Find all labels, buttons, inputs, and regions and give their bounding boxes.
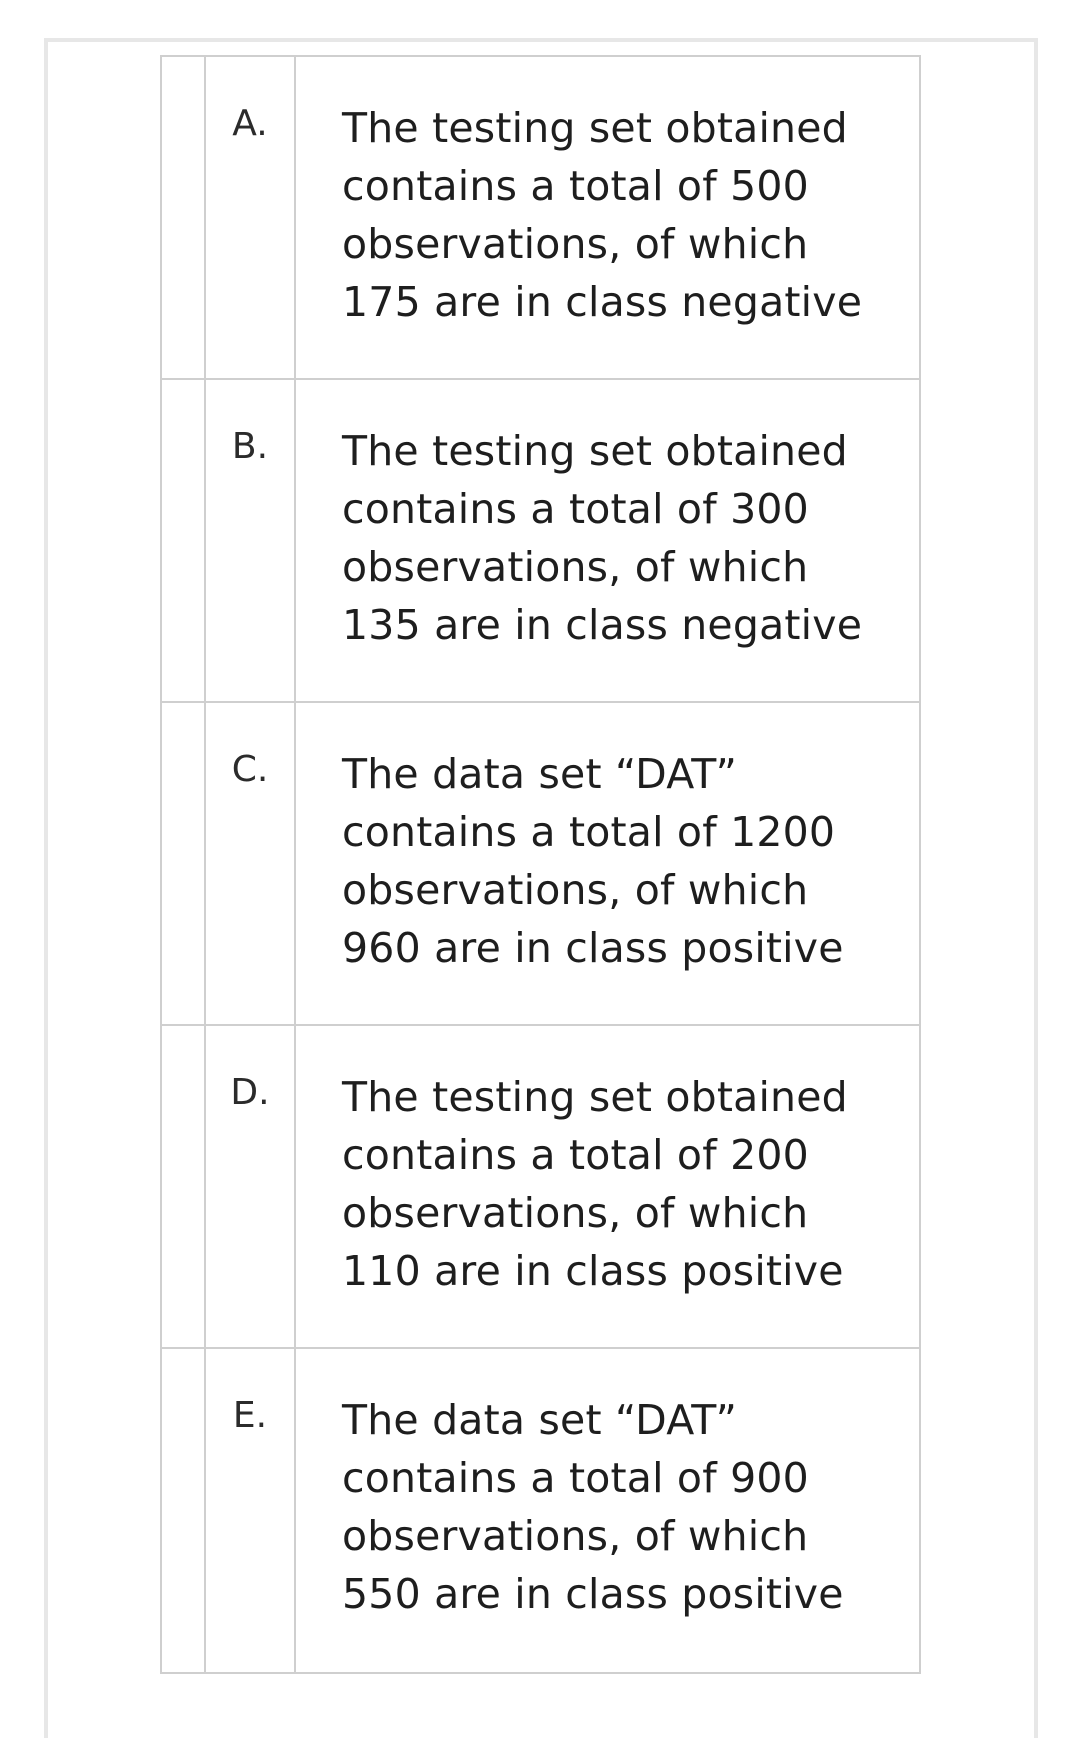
option-letter: D.	[205, 1025, 295, 1348]
option-text-line: 960 are in class positive	[342, 924, 844, 972]
option-text-line: observations, of which	[342, 220, 809, 268]
option-text	[295, 1025, 920, 1348]
option-text-line: contains a total of 300	[342, 485, 809, 533]
option-select-cell[interactable]	[161, 702, 205, 1025]
option-text	[295, 702, 920, 1025]
option-row-d[interactable]	[161, 1025, 920, 1348]
option-select-cell[interactable]	[161, 1348, 205, 1673]
option-text-line: contains a total of 900	[342, 1454, 809, 1502]
option-row-a[interactable]	[161, 56, 920, 379]
option-text-line: observations, of which	[342, 866, 809, 914]
option-select-cell[interactable]	[161, 379, 205, 702]
option-text-line: The data set “DAT”	[342, 750, 738, 798]
option-text	[295, 56, 920, 379]
option-letter: B.	[205, 379, 295, 702]
option-text-line: The testing set obtained	[342, 1073, 848, 1121]
answer-options-table	[160, 55, 921, 1674]
option-text-line: observations, of which	[342, 1189, 809, 1237]
option-text-line: The data set “DAT”	[342, 1396, 738, 1444]
option-text-line: 110 are in class positive	[342, 1247, 844, 1295]
option-letter: C.	[205, 702, 295, 1025]
option-letter: E.	[205, 1348, 295, 1673]
option-text-line: contains a total of 500	[342, 162, 809, 210]
option-letter: A.	[205, 56, 295, 379]
option-text-line: 550 are in class positive	[342, 1570, 844, 1618]
option-text-line: The testing set obtained	[342, 104, 848, 152]
option-text-line: 135 are in class negative	[342, 601, 863, 649]
option-text-line: contains a total of 1200	[342, 808, 836, 856]
option-select-cell[interactable]	[161, 1025, 205, 1348]
option-select-cell[interactable]	[161, 56, 205, 379]
option-text-line: 175 are in class negative	[342, 278, 863, 326]
option-text-line: observations, of which	[342, 543, 809, 591]
option-row-b[interactable]	[161, 379, 920, 702]
option-text	[295, 379, 920, 702]
option-text-line: The testing set obtained	[342, 427, 848, 475]
option-text-line: contains a total of 200	[342, 1131, 809, 1179]
option-text-line: observations, of which	[342, 1512, 809, 1560]
option-row-c[interactable]	[161, 702, 920, 1025]
option-text	[295, 1348, 920, 1673]
option-row-e[interactable]	[161, 1348, 920, 1673]
